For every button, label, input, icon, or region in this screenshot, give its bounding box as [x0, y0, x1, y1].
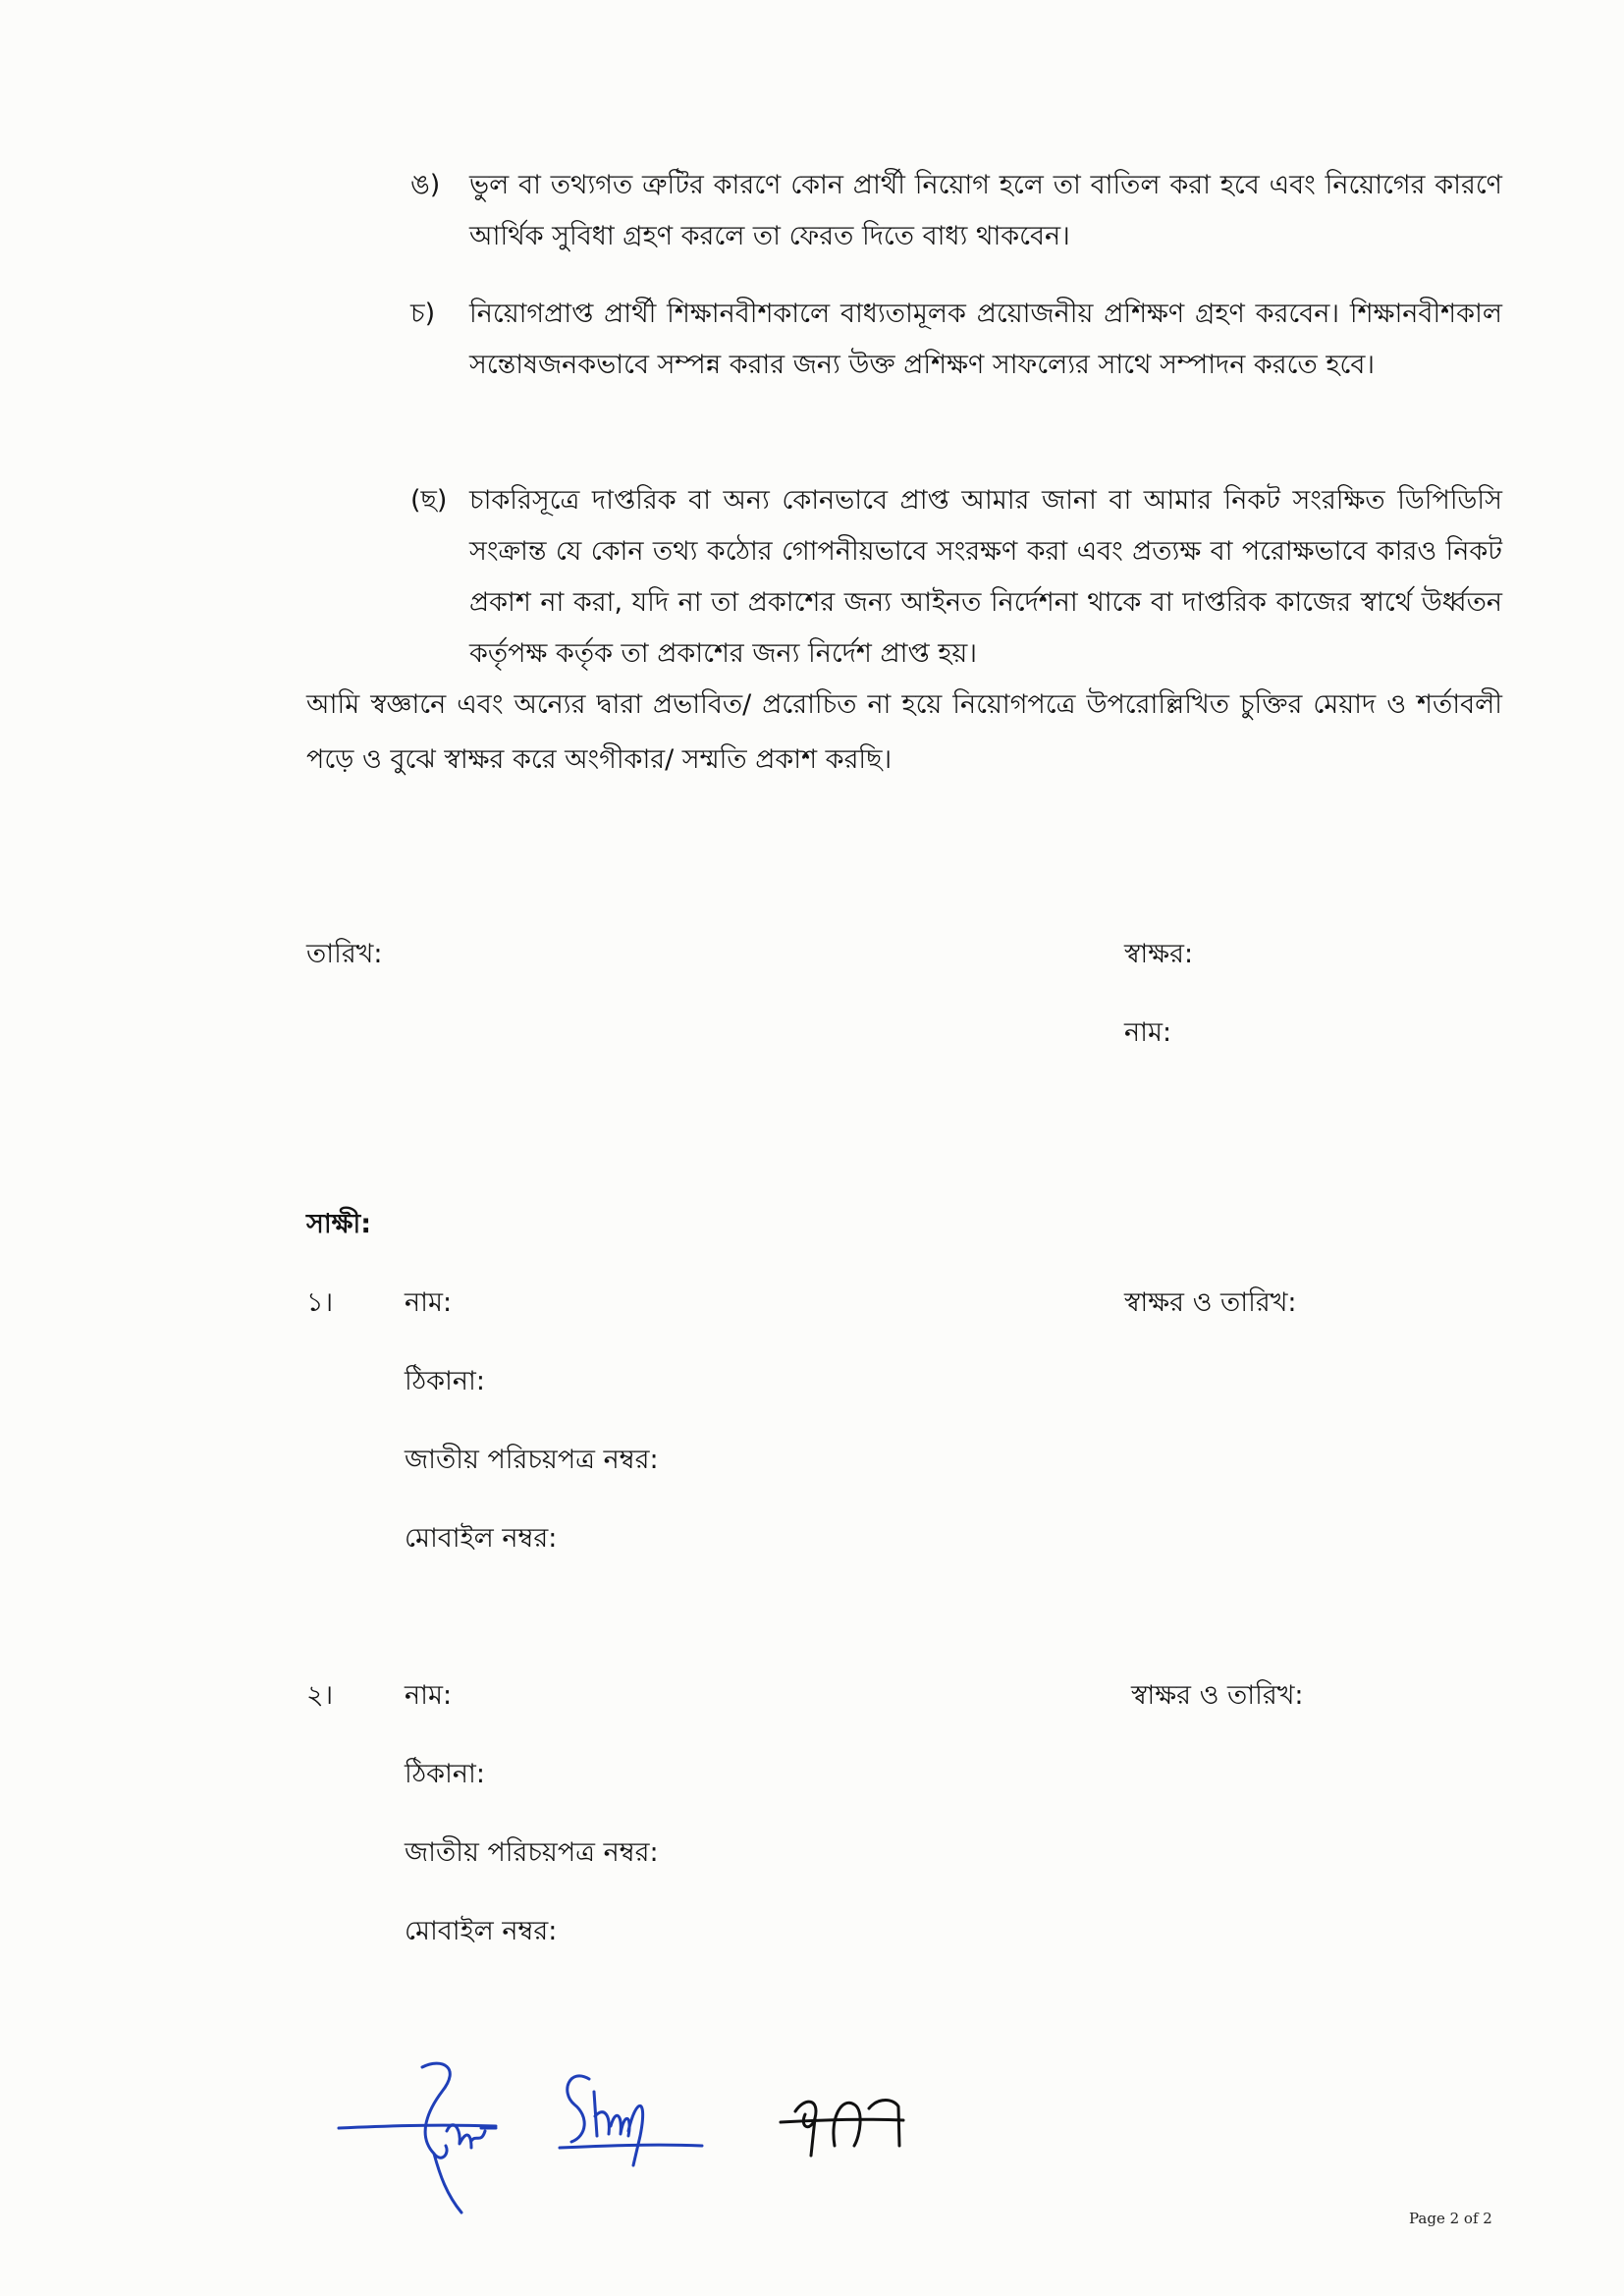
witness-1-number: ১।: [306, 1287, 334, 1318]
declaration-paragraph: আমি স্বজ্ঞানে এবং অন্যের দ্বারা প্রভাবিত/ প্ররোচিত না হয়ে নিয়োগপত্রে উপরোল্লিখিত চুক্তির মেয়াদ ও শর্তাবলী পড়ে ও বুঝে স্বাক্ষর করে অংগীকার/ সম্মতি প্রকাশ করছি।: [306, 689, 1502, 775]
clause-cha: [410, 289, 1502, 391]
witness-1-name-label: নাম:: [405, 1287, 453, 1318]
witness-2-mobile-label: মোবাইল নম্বর:: [405, 1916, 558, 1946]
clause-text: চাকরিসূত্রে দাপ্তরিক বা অন্য কোনভাবে প্রাপ্ত আমার জানা বা আমার নিকট সংরক্ষিত ডিপিডিসি সংক্রান্ত যে কোন তথ্য কঠোর গোপনীয়ভাবে সংরক্ষণ করা এবং প্রত্যক্ষ বা পরোক্ষভাবে কারও নিকট প্রকাশ না করা, যদি না তা প্রকাশের জন্য আইনত নির্দেশনা থাকে বা দাপ্তরিক কাজের স্বার্থে উর্ধ্বতন কর্তৃপক্ষ কর্তৃক তা প্রকাশের জন্য নির্দেশ প্রাপ্ত হয়।: [469, 485, 1502, 669]
date-label: তারিখ:: [306, 939, 383, 969]
clause-number: চ): [410, 299, 436, 329]
witness-2-nid-label: জাতীয় পরিচয়পত্র নম্বর:: [405, 1837, 659, 1868]
clause-text: নিয়োগপ্রাপ্ত প্রার্থী শিক্ষানবীশকালে বাধ্যতামূলক প্রয়োজনীয় প্রশিক্ষণ গ্রহণ করবেন। শিক্ষানবীশকাল সন্তোষজনকভাবে সম্পন্ন করার জন্য উক্ত প্রশিক্ষণ সাফল্যের সাথে সম্পাদন করতে হবে।: [469, 299, 1502, 380]
witness-2-address-label: ঠিকানা:: [405, 1759, 485, 1789]
witness-heading: সাক্ষী:: [306, 1209, 372, 1239]
page-number: Page 2 of 2: [1409, 2210, 1492, 2227]
witness-2-signature-date-label: স্বাক্ষর ও তারিখ:: [1131, 1680, 1304, 1711]
clause-number: (ছ): [410, 485, 448, 516]
clause-text: ভুল বা তথ্যগত ত্রুটির কারণে কোন প্রার্থী নিয়োগ হলে তা বাতিল করা হবে এবং নিয়োগের কারণে আর্থিক সুবিধা গ্রহণ করলে তা ফেরত দিতে বাধ্য থাকবেন।: [469, 170, 1502, 251]
witness-1-nid-label: জাতীয় পরিচয়পত্র নম্বর:: [405, 1445, 659, 1475]
witness-2-number: ২।: [306, 1680, 334, 1711]
signature-3: [781, 2101, 903, 2157]
witness-1-signature-date-label: স্বাক্ষর ও তারিখ:: [1124, 1287, 1297, 1318]
name-label: নাম:: [1124, 1017, 1172, 1048]
clause-uo: [410, 160, 1502, 262]
signature-2: [560, 2076, 702, 2165]
clause-chha: [410, 475, 1502, 680]
witness-2-name-label: নাম:: [405, 1680, 453, 1711]
initials-signatures: [324, 2038, 952, 2219]
clause-number: ঙ): [410, 170, 441, 200]
signature-label: স্বাক্ষর:: [1124, 939, 1194, 969]
signature-1: [339, 2063, 496, 2213]
witness-1-address-label: ঠিকানা:: [405, 1366, 485, 1396]
witness-1-mobile-label: মোবাইল নম্বর:: [405, 1523, 558, 1554]
